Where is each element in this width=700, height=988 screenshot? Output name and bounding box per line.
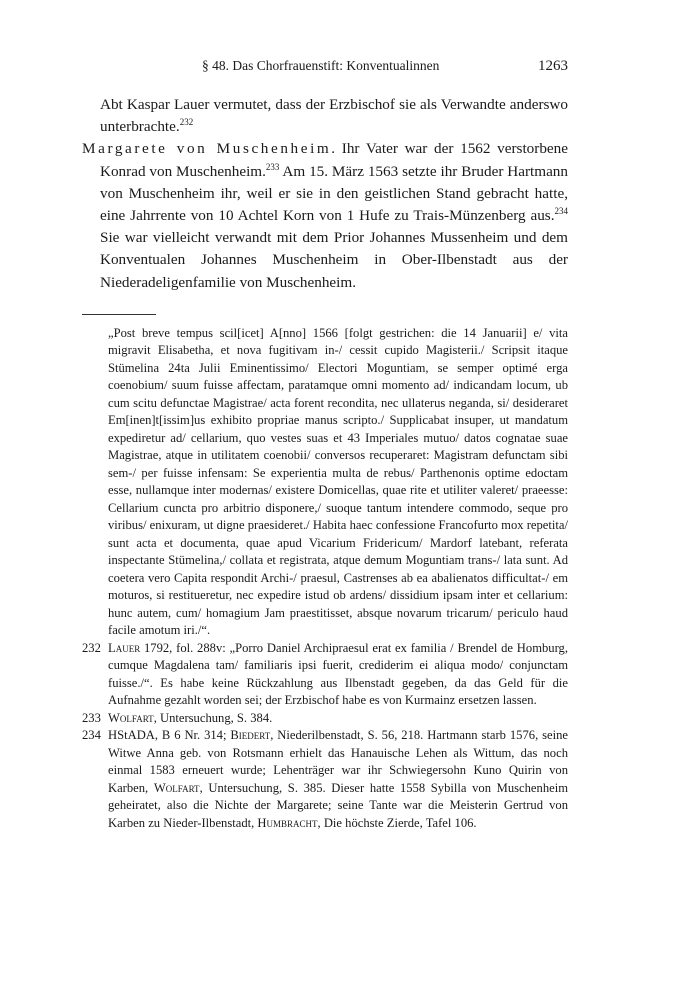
- footnote-text: , Niederilbenstadt, S. 56, 218. Hartmann starb 1576, seine Witwe Anna geb. von Rotsmann erhielt das Hanauische Lehen als Wittum, das noch einmal 1583 erneuert wurde; Lehenträger war ihr Schwiegersohn Kuno Quirin von Karben,: [108, 728, 568, 795]
- footnote-author: Wolfart: [153, 780, 200, 795]
- footnote-separator: [82, 314, 156, 315]
- paragraph-text: Abt Kaspar Lauer vermutet, dass der Erzbischof sie als Verwandte anderswo unterbrachte.: [100, 96, 568, 136]
- footnote-text: , Untersuchung, S. 385. Dieser hatte 1558 Sybilla von Muschenheim geheiratet, also die Nichte der Margarete; seine Tante war die Meisterin Gertrud von Karben zu Nieder-Ilbenstadt,: [108, 780, 569, 830]
- entry-text: Am 15. März 1563 setzte ihr Bruder Hartmann von Muschenheim ihr, weil er sie in den geistlichen Stand gebracht hatte, eine Jahrrente von 10 Achtel Korn von 1 Hufe zu Trais-Münzenberg aus.: [100, 162, 568, 225]
- footnote-number: 233: [82, 710, 101, 725]
- entry-text: Sie war vielleicht verwandt mit dem Prior Johannes Mussenheim und dem Konventualen Johannes Muschenheim in Ober-Ilbenstadt aus der Niederadeligenfamilie von Muschenheim.: [100, 229, 568, 291]
- footnote-number: 232: [82, 640, 101, 655]
- footnote-author: Biedert: [230, 728, 271, 743]
- footnote-author: Wolfart: [108, 710, 154, 725]
- footnote-text: , Untersuchung, S. 384.: [153, 710, 273, 725]
- footnote-author: Lauer: [108, 640, 141, 655]
- page-number: 1263: [538, 58, 568, 74]
- footnote-ref-234: 234: [554, 206, 568, 217]
- person-name: Margarete von Muschenheim: [82, 140, 332, 158]
- footnote-text: HStADA, B 6 Nr. 314;: [108, 728, 231, 743]
- entry-text: . Ihr Vater war der 1562 verstorbene Konrad von Muschenheim.: [100, 140, 568, 180]
- footnote-number: 234: [82, 728, 101, 743]
- paragraph-lauer: [82, 94, 568, 138]
- main-text: [82, 94, 568, 294]
- footnote-233: [82, 710, 568, 728]
- footnote-ref-233: 233: [265, 161, 280, 172]
- footnote-ref-232: 232: [179, 117, 194, 128]
- footnote-continuation: „Post breve tempus scil[icet] A[nno] 1566 [folgt gestrichen: die 14 Januarii] e/ vita migravit Elisabetha, et nova fugitivam in-/ cessit cupido Magisterii./ Scripsit itaque Stümelina 24ta Julii Eminentissimo/ Electori Moguntiam, se semper optimé erga coenobium/ suum fuisse affectam, paratamque omni momento ad/ indicandam locum, ub cum scitu defunctae Magistrae/ acta forent recondita, nec ullaterus neganda, si/ desideraret Em[inen]t[issim]us exhibito propriae manus scripto./ Supplicabat insuper, ut mandatum expediretur ad/ cellarium, quo vestes suas et 43 Imperiales mutuo/ datos cognatae suae Magistrae, atque in utilitatem coenobii/ conversos recuperaret: Magistram defunctam sibi sem-/ per fuisse infensam: Se experientia multa de rebus/ Parthenonis optime edoctam esse, nullamque inter modernas/ existere Domicellas, quae rite et utiliter valeret/ praeesse: Cellarium cuncta pro arbitrio disponere,/ suoque tantum intendere commodo, seque pro viribus/ enixuram, ut digne praesideret./ Habita haec confessione Francofurto mox repetita/ sunt acta et documenta, quae apud Vicarium Fridericum/ Mardorf latebant, referata inspectante Stümelina,/ collata et registrata, atque demum Moguntiam trans-/ lata sunt. Ad coetera vero Capita respondit Archi-/ praesul, Castrenses ab ea abalienatos difficultat-/ em moturos, si restitueretur, nec expedire istud ob ardens/ dissidium ipsam inter et cellarium: hunc autem, cum/ homagium Jam praestitisset, absque novarum tricarum/ periculo haud facile amotum iri./“.: [108, 325, 568, 638]
- footnotes: [82, 325, 568, 833]
- running-header: [82, 58, 568, 80]
- footnote-text: 1792, fol. 288v: „Porro Daniel Archipraesul erat ex familia / Brendel de Homburg, cumque Magdalena tam/ familiaris ipsi fuerit, crediderim ei aliqua modo/ conjunctam fuisse./“. Es habe keine Rückzahlung aus Ilbenstadt gegeben, da das Geld für die Aufnahme gezahlt worden sei; der Erzbischof habe es von Kurmainz ersetzen lassen.: [108, 640, 568, 708]
- book-page: [82, 58, 568, 832]
- entry-margarete: [82, 138, 568, 293]
- footnote-author: Humbracht: [257, 815, 318, 830]
- running-title: § 48. Das Chorfrauenstift: Konventualinnen: [202, 58, 440, 73]
- footnote-232: [82, 640, 568, 710]
- footnote-text: , Die höchste Zierde, Tafel 106.: [317, 815, 477, 830]
- footnote-234: [82, 727, 568, 832]
